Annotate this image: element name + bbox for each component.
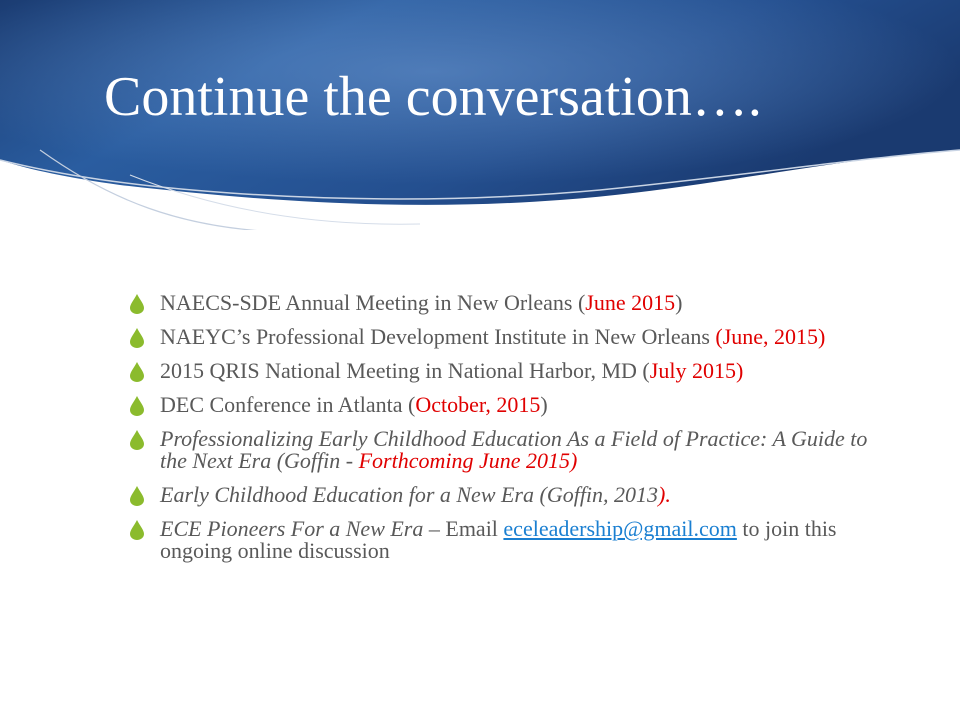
- list-item: [128, 326, 888, 348]
- item-text-end: ): [540, 392, 548, 417]
- list-item: [128, 484, 888, 506]
- leaf-bullet-icon: [128, 293, 146, 315]
- list-item: [128, 360, 888, 382]
- list-item: [128, 394, 888, 416]
- item-date: June 2015: [585, 290, 676, 315]
- item-date: (June, 2015): [715, 324, 826, 349]
- leaf-bullet-icon: [128, 395, 146, 417]
- item-text: DEC Conference in Atlanta (: [160, 392, 416, 417]
- item-text: NAEYC’s Professional Development Institute in New Orleans: [160, 324, 716, 349]
- list-item: [128, 518, 888, 562]
- bullet-list: [128, 292, 888, 574]
- item-date: ).: [658, 482, 671, 507]
- slide-title: Continue the conversation….: [104, 66, 762, 128]
- item-text: Early Childhood Education for a New Era (Goffin, 2013: [160, 482, 659, 507]
- item-date: October, 2015: [415, 392, 541, 417]
- item-date: Forthcoming June 2015): [358, 448, 578, 473]
- leaf-bullet-icon: [128, 485, 146, 507]
- item-text: ECE Pioneers For a New Era: [160, 516, 424, 541]
- list-item: [128, 428, 888, 472]
- item-text: Professionalizing Early Childhood Education As a Field of Practice: A Guide to the Next Era (Goffin -: [160, 426, 868, 473]
- leaf-bullet-icon: [128, 519, 146, 541]
- leaf-bullet-icon: [128, 361, 146, 383]
- email-link[interactable]: eceleadership@gmail.com: [503, 516, 737, 541]
- leaf-bullet-icon: [128, 327, 146, 349]
- item-text: 2015 QRIS National Meeting in National Harbor, MD (: [160, 358, 650, 383]
- item-text-mid: – Email: [423, 516, 504, 541]
- item-text-end: ): [675, 290, 683, 315]
- list-item: [128, 292, 888, 314]
- leaf-bullet-icon: [128, 429, 146, 451]
- item-date: July 2015): [649, 358, 744, 383]
- item-text: NAECS-SDE Annual Meeting in New Orleans (: [160, 290, 586, 315]
- item-text-end: to join this ongoing online discussion: [160, 516, 837, 563]
